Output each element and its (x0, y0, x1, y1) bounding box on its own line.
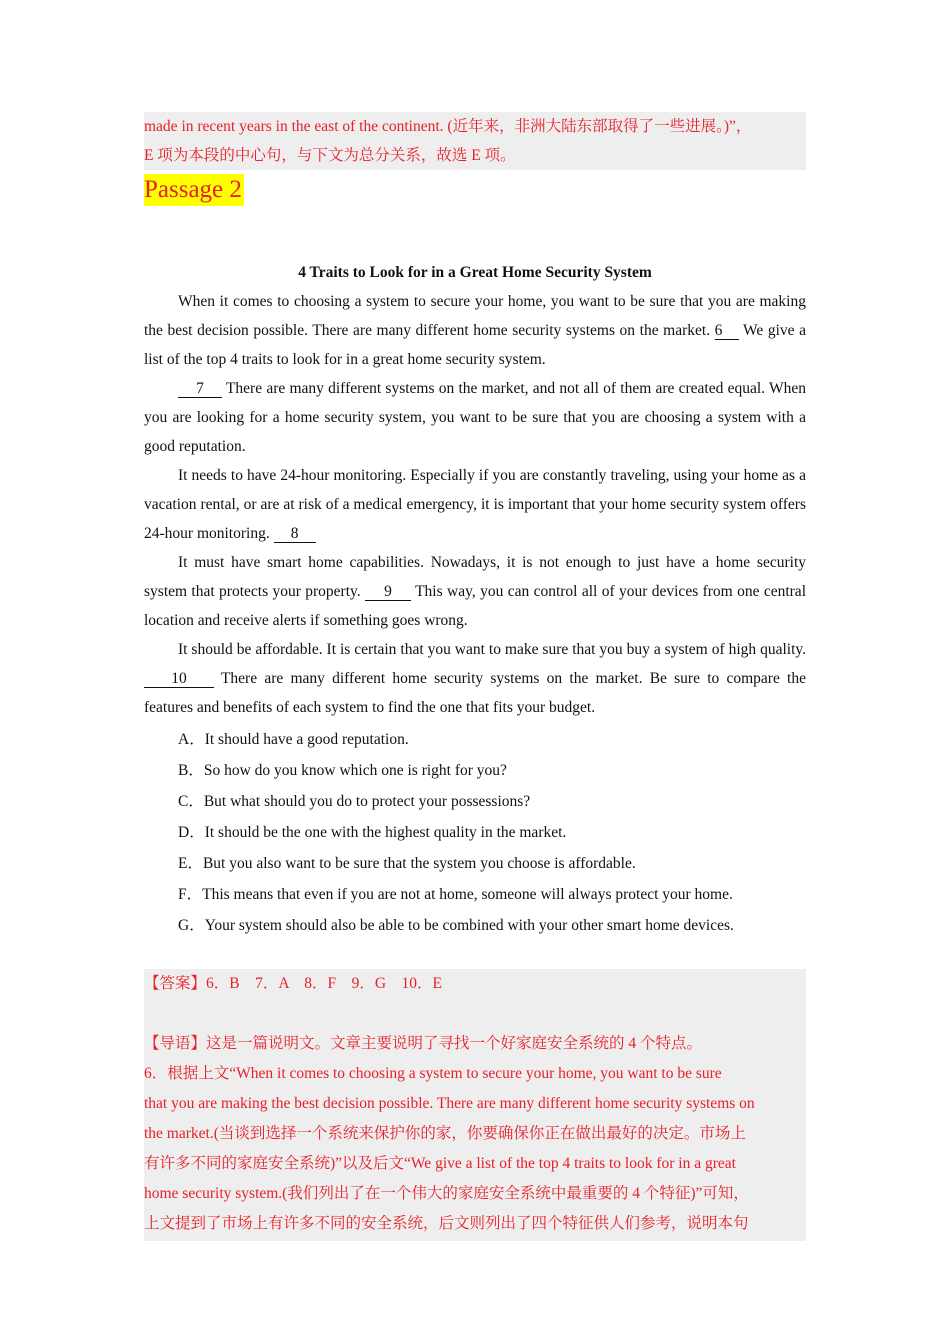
explanation-line-1: 6．根据上文“When it comes to choosing a system to secure your home, you want to be sure (144, 1065, 722, 1082)
paragraph-5-text: It should be affordable. It is certain that you want to make sure that you buy a system of high quality. (178, 641, 806, 658)
blank-8: 8 (274, 525, 316, 543)
explanation-line-6: 上文提到了市场上有许多不同的安全系统，后文则列出了四个特征供人们参考，说明本句 (144, 1215, 749, 1232)
explanation-line-3: the market.(当谈到选择一个系统来保护你的家，你要确保你正在做出最好的决定。市场上 (144, 1125, 746, 1142)
answer-line (144, 969, 806, 999)
blank-6: 6 (715, 322, 739, 340)
article-title: 4 Traits to Look for in a Great Home Security System (298, 264, 652, 281)
option-f: F．This means that even if you are not at home, someone will always protect your home. (178, 886, 733, 903)
paragraph-1-after: We give a list of the top 4 traits to look for in a great home security system. (144, 322, 806, 368)
previous-explanation-line-1: made in recent years in the east of the continent. (近年来，非洲大陆东部取得了一些进展。)”， (144, 118, 752, 135)
paragraph-4-text: It must have smart home capabilities. Nowadays, it is not enough to just have a home security system that protects your property. (144, 554, 806, 600)
paragraph-5-after: There are many different home security systems on the market. Be sure to compare the features and benefits of each system to find the one that fits your budget. (144, 670, 806, 716)
option-c: C．But what should you do to protect your possessions? (178, 793, 531, 810)
explanation-line-4: 有许多不同的家庭安全系统)”以及后文“We give a list of the top 4 traits to look for in a great (144, 1155, 736, 1172)
answer-label: 【答案】 (144, 975, 207, 992)
blank-7: 7 (178, 380, 222, 398)
option-d: D．It should be the one with the highest quality in the market. (178, 824, 567, 841)
paragraph-1 (144, 287, 806, 374)
paragraph-4-after: This way, you can control all of your devices from one central location and receive alerts if something goes wrong. (144, 583, 806, 629)
paragraph-3 (144, 461, 806, 548)
option-a: A．It should have a good reputation. (178, 731, 409, 748)
paragraph-5 (144, 635, 806, 722)
explanation-line-2: that you are making the best decision possible. There are many different home security systems on (144, 1095, 755, 1112)
paragraph-2 (144, 374, 806, 461)
option-e: E．But you also want to be sure that the system you choose is affordable. (178, 855, 636, 872)
answer-section (144, 969, 806, 1241)
paragraph-3-text: It needs to have 24-hour monitoring. Especially if you are constantly traveling, using your home as a vacation rental, or are at risk of a medical emergency, it is important that your home security system offers 24-hour monitoring. (144, 467, 806, 542)
passage-heading: Passage 2 (144, 174, 244, 206)
paragraph-1-text: When it comes to choosing a system to secure your home, you want to be sure that you are making the best decision possible. There are many different home security systems on the market. (144, 293, 806, 339)
guide-label: 【导语】 (144, 1035, 207, 1052)
blank-10: 10 (144, 670, 214, 688)
answer-text: 6．B 7．A 8．F 9．G 10．E (206, 975, 442, 992)
paragraph-2-text: There are many different systems on the market, and not all of them are created equal. When you are looking for a home security system, you want to be sure that you are choosing a system with a good reputation. (144, 380, 806, 455)
previous-explanation-line-2: E 项为本段的中心句，与下文为总分关系，故选 E 项。 (144, 147, 516, 164)
blank-9: 9 (365, 583, 411, 601)
option-b: B．So how do you know which one is right for you? (178, 762, 507, 779)
option-g: G．Your system should also be able to be combined with your other smart home devices. (178, 917, 734, 934)
previous-explanation (144, 112, 806, 170)
paragraph-4 (144, 548, 806, 635)
guide-line (144, 1029, 806, 1059)
guide-text: 这是一篇说明文。文章主要说明了寻找一个好家庭安全系统的 4 个特点。 (206, 1035, 703, 1052)
explanation-line-5: home security system.(我们列出了在一个伟大的家庭安全系统中最重要的 4 个特征)”可知， (144, 1185, 749, 1202)
document-page (144, 112, 806, 1241)
options-list (144, 724, 806, 941)
